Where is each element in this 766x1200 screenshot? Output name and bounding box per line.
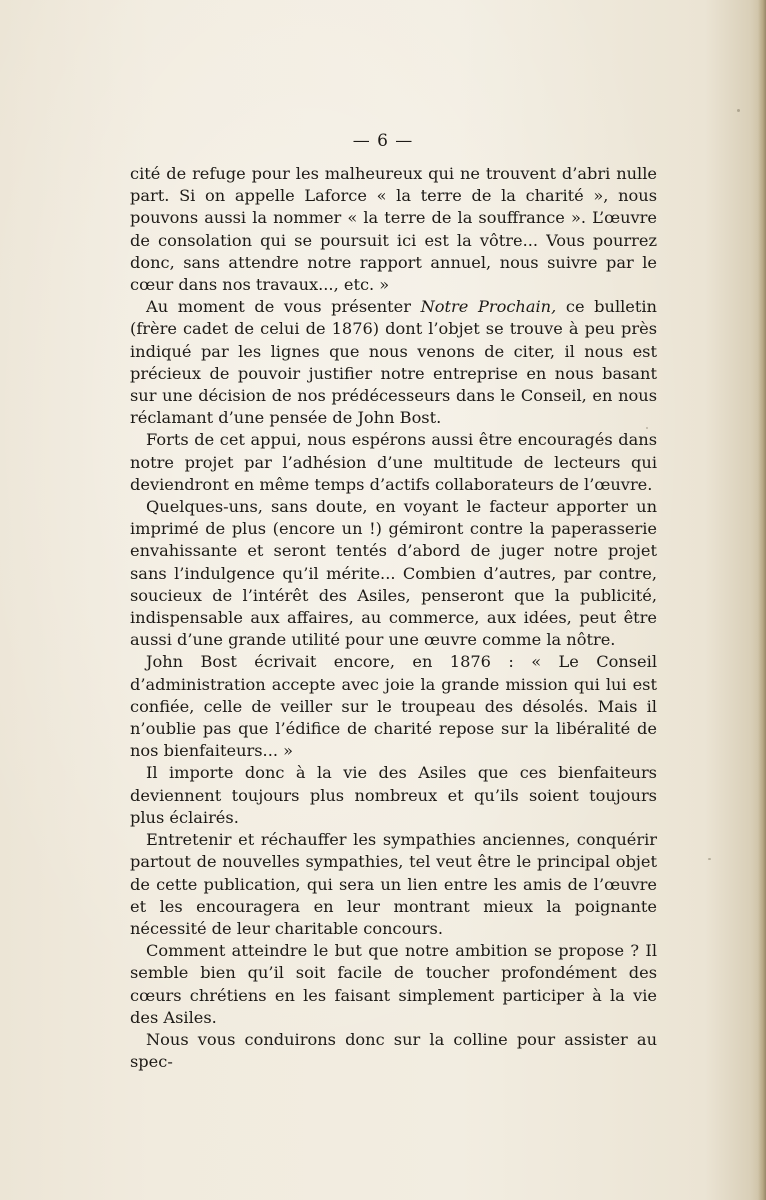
paragraph-2-lead: Au moment de vous présenter	[146, 297, 421, 317]
paragraph-3: Forts de cet appui, nous espérons aussi être encouragés dans notre projet par l’adhésion d’une multitude de lecteurs qui deviendront en même temps d’actifs collaborateurs de l’œuvre.	[130, 430, 657, 494]
paragraph-8: Comment atteindre le but que notre ambition se propose ? Il semble bien qu’il soit facile de toucher profondément des cœurs chrétiens en les faisant simplement participer à la vie des Asiles.	[130, 941, 657, 1027]
paragraph-1: cité de refuge pour les malheureux qui ne trouvent d’abri nulle part. Si on appelle Laforce « la terre de la charité », nous pouvons aussi la nommer « la terre de la souffrance ». L’œuvre de consolation qui se poursuit ici est la vôtre... Vous pourrez donc, sans attendre notre rapport annuel, nous suivre par le cœur dans nos travaux..., etc. »	[130, 164, 657, 295]
body-text	[130, 163, 657, 1073]
paragraph-9: Nous vous conduirons donc sur la colline pour assister au spec-	[130, 1029, 657, 1072]
paragraph-2-rest: ce bulletin (frère cadet de celui de 1876) dont l’objet se trouve à peu près indiqué par les lignes que nous venons de citer, il nous est précieux de pouvoir justifier notre entreprise en nous basant sur une décision de nos prédécesseurs dans le Conseil, en nous réclamant d’une pensée de John Bost.	[130, 297, 657, 428]
page-edge-shadow	[758, 0, 766, 1200]
paragraph-5: John Bost écrivait encore, en 1876 : « Le Conseil d’administration accepte avec joie la grande mission qui lui est confiée, celle de veiller sur le troupeau des désolés. Mais il n’oublie pas que l’édifice de charité repose sur la libéralité de nos bienfaiteurs... »	[130, 652, 657, 761]
paper-speck	[432, 1044, 434, 1046]
paragraph-2	[130, 296, 657, 429]
paragraph-6: Il importe donc à la vie des Asiles que ces bienfaiteurs deviennent toujours plus nombreux et qu’ils soient toujours plus éclairés.	[130, 763, 657, 827]
paragraph-4: Quelques-uns, sans doute, en voyant le facteur apporter un imprimé de plus (encore un !) gémiront contre la paperasserie envahissante et seront tentés d’abord de juger notre projet sans l’indulgence qu’il mérite... Combien d’autres, par contre, soucieux de l’intérêt des Asiles, penseront que la publicité, indispensable aux affaires, au commerce, aux idées, peut être aussi d’une grande utilité pour une œuvre comme la nôtre.	[130, 497, 657, 650]
paper-speck	[646, 427, 648, 429]
bulletin-title: Notre Prochain,	[420, 297, 557, 317]
page-number: — 6 —	[352, 131, 414, 151]
paragraph-7: Entretenir et réchauffer les sympathies anciennes, conquérir partout de nouvelles sympathies, tel veut être le principal objet de cette publication, qui sera un lien entre les amis de l’œuvre et les encouragera en leur montrant mieux la poignante nécessité de leur charitable concours.	[130, 830, 657, 938]
paper-speck	[708, 858, 711, 860]
paper-speck	[737, 109, 740, 112]
